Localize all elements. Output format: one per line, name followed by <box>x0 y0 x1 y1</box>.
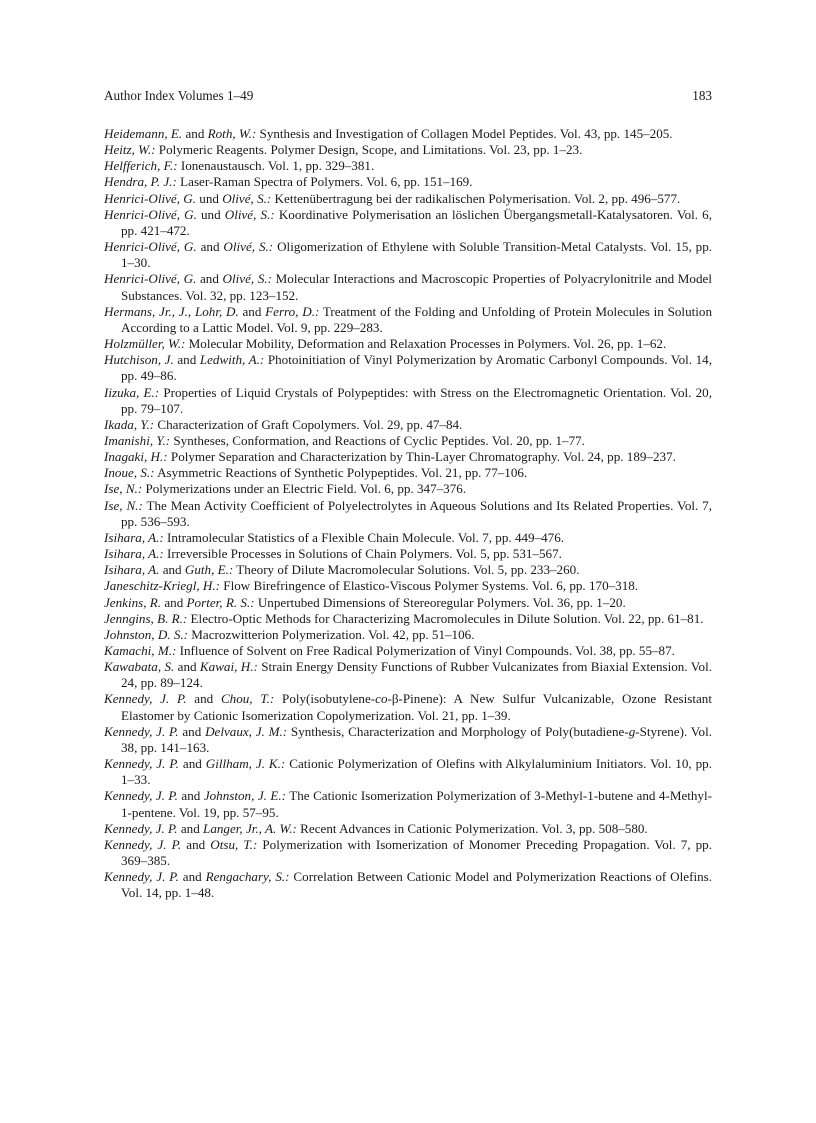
entry-italic-text: Jenkins, R. <box>104 594 162 610</box>
entry-italic-text: Inoue, S.: <box>104 465 155 481</box>
index-entry <box>104 142 712 158</box>
entry-italic-text: Kawai, H.: <box>199 659 258 675</box>
index-entry <box>104 756 712 788</box>
index-entry <box>104 627 712 643</box>
entry-text: and <box>181 836 211 852</box>
index-entry <box>104 481 712 497</box>
entry-italic-text: Imanishi, Y.: <box>104 432 171 448</box>
entry-text: Syntheses, Conformation, and Reactions of Cyclic Peptides. Vol. 20, pp. 1–77. <box>170 432 585 448</box>
index-entry <box>104 869 712 901</box>
entry-italic-text: Jenngins, B. R.: <box>104 610 188 626</box>
entry-italic-text: Kennedy, J. P. <box>104 788 178 804</box>
entry-text: and <box>159 562 185 578</box>
entry-italic-text: Rengachary, S.: <box>205 869 290 885</box>
entry-italic-text: Ikada, Y.: <box>104 416 155 432</box>
entry-italic-text: Chou, T.: <box>220 691 275 707</box>
index-entry <box>104 271 712 303</box>
entry-text: Unpertubed Dimensions of Stereoregular Polymers. Vol. 36, pp. 1–20. <box>254 594 626 610</box>
entry-text: Treatment of the Folding and Unfolding of Protein Molecules in Solution According to a Lattic Model. Vol. 9, pp. 229–283. <box>121 303 712 335</box>
entry-text: and <box>177 788 204 804</box>
entry-text: Asymmetric Reactions of Synthetic Polypeptides. Vol. 21, pp. 77–106. <box>154 465 528 481</box>
index-entry <box>104 191 712 207</box>
index-entry <box>104 562 712 578</box>
entry-italic-text: Inagaki, H.: <box>104 449 168 465</box>
entry-text: Influence of Solvent on Free Radical Polymerization of Vinyl Compounds. Vol. 38, pp. 55–87. <box>176 643 675 658</box>
entry-italic-text: Helfferich, F.: <box>104 158 178 174</box>
entry-text: and <box>178 869 206 885</box>
entry-italic-text: Hutchison, J. <box>104 352 174 368</box>
entry-italic-text: Johnston, D. S.: <box>104 626 189 642</box>
entry-text: Strain Energy Density Functions of Rubber Vulcanizates from Biaxial Extension. Vol. 24, pp. 89–124. <box>121 659 712 691</box>
entry-text: Photoinitiation of Vinyl Polymerization by Aromatic Carbonyl Compounds. Vol. 14, pp. 49–86. <box>121 352 713 384</box>
entry-text: Polymeric Reagents. Polymer Design, Scope, and Limitations. Vol. 23, pp. 1–23. <box>155 142 583 158</box>
entry-italic-text: Kennedy, J. P. <box>104 756 179 772</box>
index-entry <box>104 578 712 594</box>
entry-italic-text: Isihara, A.: <box>104 546 164 562</box>
index-entry <box>104 611 712 627</box>
author-index-list <box>104 126 712 902</box>
entry-italic-text: Isihara, A. <box>104 562 160 578</box>
entry-italic-text: Hendra, P. J.: <box>104 174 177 190</box>
index-entry <box>104 126 712 142</box>
entry-italic-text: Kamachi, M.: <box>104 643 177 658</box>
entry-text: and <box>196 271 223 287</box>
entry-italic-text: Henrici-Olivé, G. <box>104 239 197 255</box>
entry-text: Koordinative Polymerisation an löslichen Übergangsmetall-Katalysatoren. Vol. 6, pp. 421–472. <box>121 206 713 238</box>
entry-text: Molecular Interactions and Macroscopic Properties of Polyacrylonitrile and Model Substances. Vol. 32, pp. 123–152. <box>121 271 712 303</box>
entry-italic-text: Roth, W.: <box>207 126 257 141</box>
entry-italic-text: co <box>375 691 388 707</box>
entry-text: Correlation Between Cationic Model and Polymerization Reactions of Olefins. Vol. 14, pp. 1–48. <box>121 869 712 901</box>
entry-italic-text: Olivé, S.: <box>222 271 272 287</box>
entry-italic-text: Langer, Jr., A. W.: <box>203 820 297 836</box>
entry-italic-text: Iizuka, E.: <box>104 384 160 400</box>
index-entry <box>104 546 712 562</box>
index-entry <box>104 530 712 546</box>
entry-text: Cationic Polymerization of Olefins with Alkylaluminium Initiators. Vol. 10, pp. 1–33. <box>121 756 712 788</box>
entry-text: Recent Advances in Cationic Polymerization. Vol. 3, pp. 508–580. <box>296 820 648 836</box>
entry-italic-text: Lohr, D. <box>194 303 239 319</box>
entry-italic-text: Hermans, Jr., J., <box>104 303 192 319</box>
entry-italic-text: Heitz, W.: <box>104 142 156 158</box>
page-header <box>104 88 712 108</box>
entry-text: Macrozwitterion Polymerization. Vol. 42, pp. 51–106. <box>188 626 475 642</box>
entry-italic-text: Kennedy, J. P. <box>104 836 182 852</box>
entry-text: Kettenübertragung bei der radikalischen Polymerisation. Vol. 2, pp. 496–577. <box>271 190 681 206</box>
entry-text: Properties of Liquid Crystals of Polypeptides: with Stress on the Electromagnetic Orientation. Vol. 20, pp. 79–107. <box>121 384 713 416</box>
index-entry <box>104 239 712 271</box>
index-entry <box>104 465 712 481</box>
index-entry <box>104 449 712 465</box>
entry-text: Intramolecular Statistics of a Flexible Chain Molecule. Vol. 7, pp. 449–476. <box>163 529 565 545</box>
index-entry <box>104 304 712 336</box>
page-number: 183 <box>692 88 712 103</box>
running-title: Author Index Volumes 1–49 <box>104 88 254 103</box>
entry-italic-text: Kennedy, J. P. <box>104 869 179 885</box>
entry-text: Polymer Separation and Characterization by Thin-Layer Chromatography. Vol. 24, pp. 189–237. <box>167 449 676 465</box>
entry-italic-text: Johnston, J. E.: <box>203 788 287 804</box>
index-entry <box>104 643 712 659</box>
entry-text: Poly(isobutylene- <box>274 691 376 707</box>
index-entry <box>104 724 712 756</box>
index-entry <box>104 417 712 433</box>
index-entry <box>104 385 712 417</box>
entry-text: and <box>177 820 204 836</box>
entry-text: Oligomerization of Ethylene with Soluble Transition-Metal Catalysts. Vol. 15, pp. 1–30. <box>121 239 713 271</box>
entry-text: Polymerization with Isomerization of Monomer Preceding Propagation. Vol. 7, pp. 369–385. <box>121 836 713 869</box>
index-entry <box>104 821 712 837</box>
entry-text: -β-Pinene): A New Sulfur Vulcanizable, Ozone Resistant Elastomer by Cationic Isomerization Copolymerization. Vol. 21, pp. 1–39. <box>121 691 712 723</box>
entry-italic-text: Gillham, J. K.: <box>205 756 286 772</box>
entry-italic-text: Kennedy, J. P. <box>104 723 179 739</box>
index-entry <box>104 336 712 352</box>
index-entry <box>104 352 712 384</box>
entry-italic-text: Isihara, A.: <box>104 529 164 545</box>
entry-italic-text: Holzmüller, W.: <box>104 336 186 352</box>
index-entry <box>104 174 712 190</box>
entry-text: -Styrene). Vol. 38, pp. 141–163. <box>121 723 713 755</box>
entry-text: Electro-Optic Methods for Characterizing Macromolecules in Dilute Solution. Vol. 22, pp. 61–81. <box>187 610 704 626</box>
entry-italic-text: Janeschitz-Kriegl, H.: <box>104 578 221 594</box>
entry-text: and <box>178 723 206 739</box>
entry-text: Synthesis and Investigation of Collagen Model Peptides. Vol. 43, pp. 145–205. <box>256 126 673 141</box>
entry-italic-text: Heidemann, E. <box>104 126 183 141</box>
entry-text: und <box>196 190 223 206</box>
entry-text: and <box>186 691 221 707</box>
entry-text: and <box>173 352 200 368</box>
entry-italic-text: Guth, E.: <box>184 562 234 578</box>
entry-text: and <box>174 659 200 675</box>
index-entry <box>104 433 712 449</box>
entry-italic-text: Porter, R. S.: <box>186 594 255 610</box>
entry-text: and <box>178 756 206 772</box>
entry-text: Irreversible Processes in Solutions of Chain Polymers. Vol. 5, pp. 531–567. <box>163 546 562 562</box>
entry-text: Flow Birefringence of Elastico-Viscous Polymer Systems. Vol. 6, pp. 170–318. <box>220 578 639 594</box>
entry-italic-text: Olivé, S.: <box>222 190 272 206</box>
entry-italic-text: Olivé, S.: <box>223 239 274 255</box>
entry-italic-text: Ise, N.: <box>104 497 143 513</box>
entry-italic-text: Ledwith, A.: <box>199 352 265 368</box>
index-entry <box>104 659 712 691</box>
index-entry <box>104 498 712 530</box>
entry-italic-text: Kawabata, S. <box>104 659 175 675</box>
entry-italic-text: Henrici-Olivé, G. <box>104 271 197 287</box>
index-entry <box>104 837 712 869</box>
entry-italic-text: Kennedy, J. P. <box>104 691 187 707</box>
entry-text: The Mean Activity Coefficient of Polyelectrolytes in Aqueous Solutions and Its Related Properties. Vol. 7, pp. 536–593. <box>121 497 712 529</box>
entry-italic-text: Delvaux, J. M.: <box>205 723 288 739</box>
entry-text: Laser-Raman Spectra of Polymers. Vol. 6, pp. 151–169. <box>176 174 473 190</box>
entry-italic-text: Henrici-Olivé, G. <box>104 206 197 222</box>
entry-text: and <box>196 239 224 255</box>
entry-text: Theory of Dilute Macromolecular Solutions. Vol. 5, pp. 233–260. <box>233 562 580 578</box>
index-entry <box>104 207 712 239</box>
entry-text: Synthesis, Characterization and Morphology of Poly(butadiene- <box>287 723 629 739</box>
entry-italic-text: Olivé, S.: <box>224 206 275 222</box>
entry-text: and <box>182 126 208 141</box>
entry-text: Polymerizations under an Electric Field. Vol. 6, pp. 347–376. <box>142 481 467 497</box>
index-entry <box>104 788 712 820</box>
entry-text: Characterization of Graft Copolymers. Vol. 29, pp. 47–84. <box>154 416 463 432</box>
index-entry <box>104 158 712 174</box>
entry-text: and <box>238 303 266 319</box>
entry-text: und <box>196 206 225 222</box>
entry-italic-text: Kennedy, J. P. <box>104 820 178 836</box>
entry-text: The Cationic Isomerization Polymerization of 3-Methyl-1-butene and 4-Methyl-1-pentene. Vol. 19, pp. 57–95. <box>121 788 713 820</box>
entry-text: and <box>161 594 187 610</box>
entry-italic-text: g <box>628 723 636 739</box>
index-entry <box>104 691 712 723</box>
entry-italic-text: Ferro, D.: <box>265 303 320 319</box>
index-entry <box>104 595 712 611</box>
entry-italic-text: Otsu, T.: <box>210 836 258 852</box>
entry-text: Ionenaustausch. Vol. 1, pp. 329–381. <box>177 158 375 174</box>
entry-text: Molecular Mobility, Deformation and Relaxation Processes in Polymers. Vol. 26, pp. 1–62. <box>185 336 667 352</box>
entry-italic-text: Ise, N.: <box>104 481 143 497</box>
entry-italic-text: Henrici-Olivé, G. <box>104 190 196 206</box>
